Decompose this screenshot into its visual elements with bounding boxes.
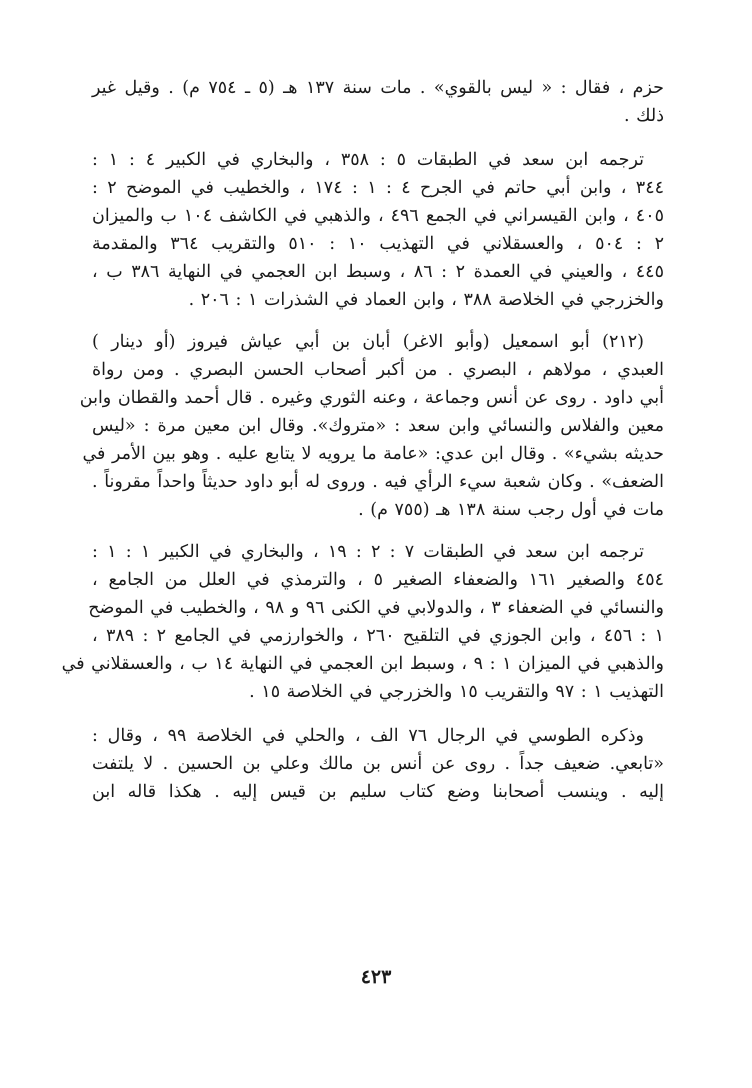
- text-line: ٣٤٤ ، وابن أبي حاتم في الجرح ٤ : ١ : ١٧٤ ، والخطيب في الموضح ٢ :: [92, 178, 664, 198]
- text-line: ٤٠٥ ، وابن القيسراني في الجمع ٤٩٦ ، والذهبي في الكاشف ١٠٤ ب والميزان: [92, 206, 664, 226]
- text-line: والذهبي في الميزان ١ : ٩ ، وسبط ابن العجمي في النهاية ١٤ ب ، والعسقلاني في: [61, 654, 664, 674]
- text-line: ٢ : ٥٠٤ ، والعسقلاني في التهذيب ١٠ : ٥١٠ والتقريب ٣٦٤ والمقدمة: [92, 234, 664, 254]
- text-line: ٤٤٥ ، والعيني في العمدة ٢ : ٨٦ ، وسبط ابن العجمي في النهاية ٣٨٦ ب ،: [92, 262, 664, 282]
- text-line: والخزرجي في الخلاصة ٣٨٨ ، وابن العماد في الشذرات ١ : ٢٠٦ .: [188, 290, 664, 310]
- paragraph-gap: [92, 706, 664, 722]
- paragraph-gap: [92, 524, 664, 538]
- paragraph-1: [92, 74, 664, 130]
- text-line: أبي داود . روى عن أنس وجماعة ، وعنه الثوري وغيره . قال أحمد والقطان وابن: [79, 388, 664, 408]
- text-line: والنسائي في الضعفاء ٣ ، والدولابي في الكنى ٩٦ و ٩٨ ، والخطيب في الموضح: [88, 598, 664, 618]
- text-line: ذلك .: [624, 106, 664, 126]
- page-body: [61, 74, 664, 806]
- text-line: الضعف» . وكان شعبة سيء الرأي فيه . وروى له أبو داود حديثاً واحداً مقروناً .: [92, 472, 664, 492]
- text-line: ٤٥٤ والصغير ١٦١ والضعفاء الصغير ٥ ، والترمذي في العلل من الجامع ،: [92, 570, 664, 590]
- text-line: حزم ، فقال : « ليس بالقوي» . مات سنة ١٣٧ هـ (٥ ـ ٧٥٤ م) . وقيل غير: [92, 78, 664, 98]
- text-line: «تابعي. ضعيف جداً . روى عن أنس بن مالك وعلي بن الحسين . لا يلتفت: [92, 754, 664, 774]
- text-line: ترجمه ابن سعد في الطبقات ٧ : ٢ : ١٩ ، والبخاري في الكبير ١ : ١ :: [92, 542, 644, 562]
- page-number: ٤٢٣: [360, 966, 392, 988]
- paragraph-gap: [92, 314, 664, 328]
- paragraph-2: [92, 146, 664, 314]
- text-line: ١ : ٤٥٦ ، وابن الجوزي في التلقيح ٢٦٠ ، والخوارزمي في الجامع ٢ : ٣٨٩ ،: [92, 626, 664, 646]
- text-line: العبدي ، مولاهم ، البصري . من أكبر أصحاب الحسن البصري . ومن رواة: [92, 360, 664, 380]
- paragraph-4: [61, 538, 664, 706]
- paragraph-5: [92, 722, 664, 806]
- paragraph-3: [79, 328, 664, 524]
- text-line: معين والفلاس والنسائي وابن سعد : «متروك». وقال ابن معين مرة : «ليس: [92, 416, 664, 436]
- text-line: (٢١٢) أبو اسمعيل (وأبو الاغر) أبان بن أبي عياش فيروز (أو دينار ): [92, 332, 644, 352]
- text-line: وذكره الطوسي في الرجال ٧٦ الف ، والحلي في الخلاصة ٩٩ ، وقال :: [92, 726, 644, 746]
- text-line: مات في أول رجب سنة ١٣٨ هـ (٧٥٥ م) .: [358, 500, 664, 520]
- text-line: التهذيب ١ : ٩٧ والتقريب ١٥ والخزرجي في الخلاصة ١٥ .: [249, 682, 664, 702]
- paragraph-gap: [92, 130, 664, 146]
- text-line: ترجمه ابن سعد في الطبقات ٥ : ٣٥٨ ، والبخاري في الكبير ٤ : ١ :: [92, 150, 644, 170]
- text-line: إليه . وينسب أصحابنا وضع كتاب سليم بن قيس إليه . هكذا قاله ابن: [92, 782, 664, 802]
- text-line: حديثه بشيء» . وقال ابن عدي: «عامة ما يرويه لا يتابع عليه . وهو بين الأمر في: [82, 444, 664, 464]
